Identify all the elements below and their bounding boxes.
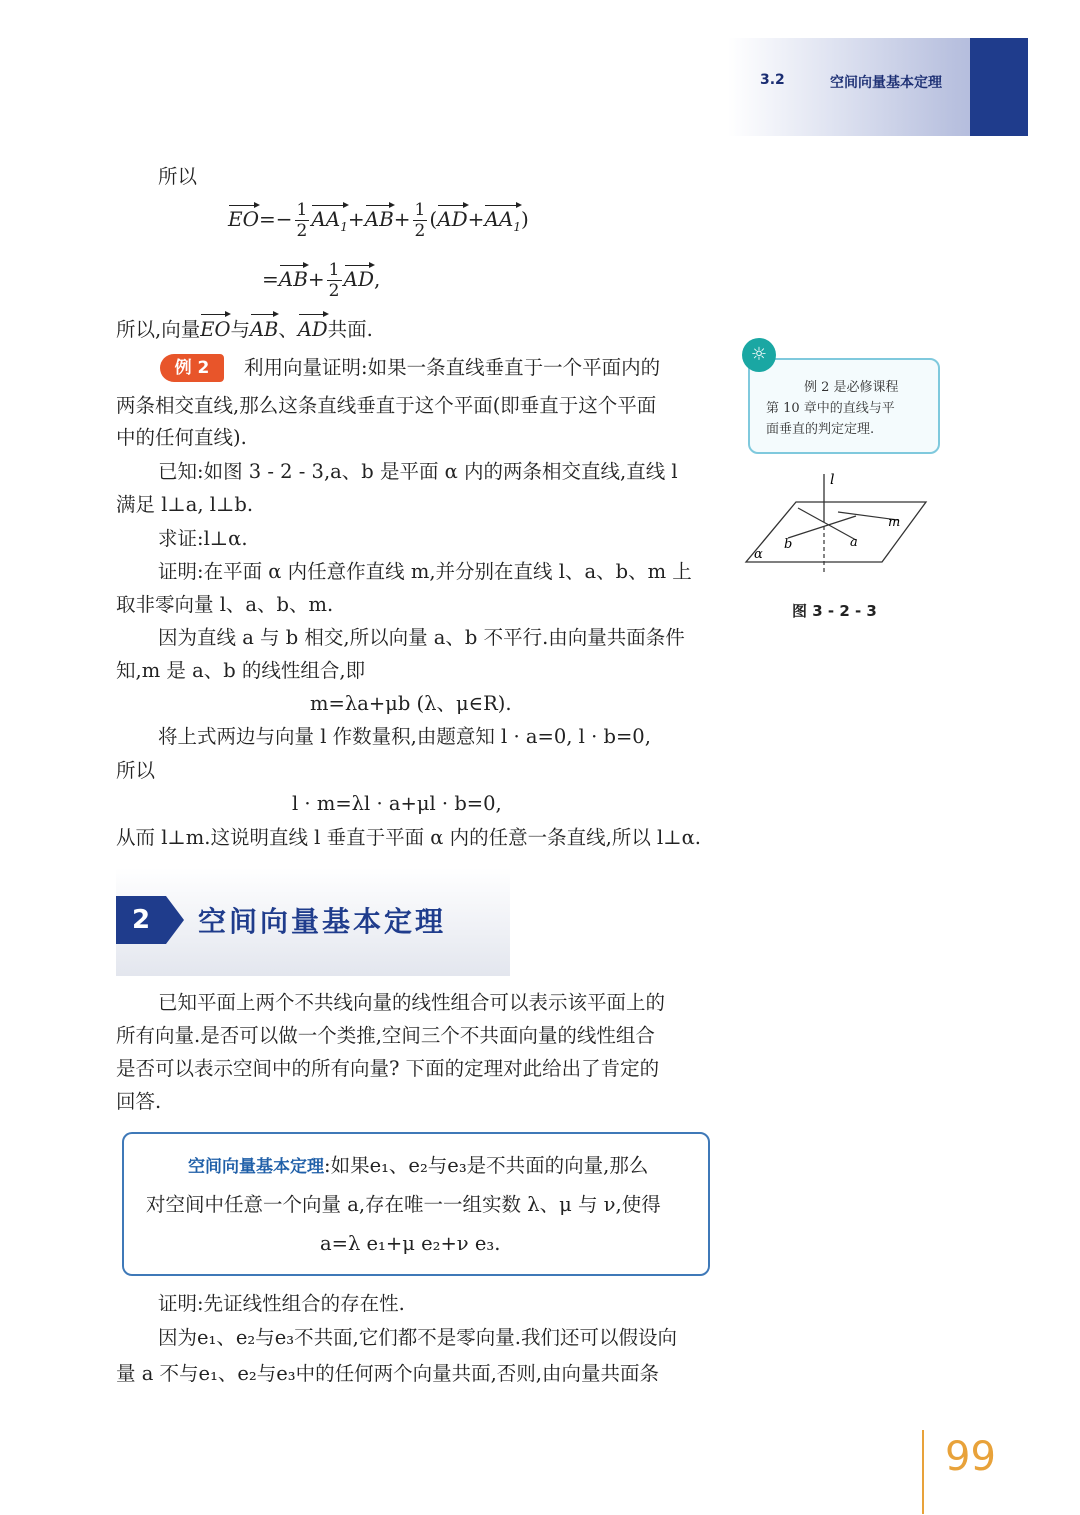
example-line-2: 两条相交直线,那么这条直线垂直于这个平面(即垂直于这个平面 bbox=[116, 394, 657, 417]
figure-caption: 图 3 - 2 - 3 bbox=[792, 602, 877, 620]
equation-eo: EO=− $\frac{1}{2}$ $AA_1+AB+$ $\frac{1}{2}$ $(AD+AA_1)$ bbox=[228, 200, 529, 241]
example-line-3: 中的任何直线). bbox=[116, 426, 247, 449]
label-l: l bbox=[830, 472, 835, 488]
note-line-3: 面垂直的判定定理. bbox=[766, 422, 875, 437]
equation-eo-simplified: =AB+ $\frac{1}{2}$ AD, bbox=[262, 260, 381, 301]
paragraph-line-3: 是否可以表示空间中的所有向量? 下面的定理对此给出了肯定的 bbox=[116, 1057, 660, 1080]
example-line-1: 利用向量证明:如果一条直线垂直于一个平面内的 bbox=[244, 356, 661, 379]
section-arrow-icon bbox=[166, 896, 184, 944]
theorem-term: 空间向量基本定理 bbox=[188, 1157, 324, 1177]
plane-alpha-shape bbox=[746, 502, 926, 562]
label-b: b bbox=[784, 537, 793, 552]
page-number: 99 bbox=[945, 1434, 996, 1480]
because-line-1: 因为直线 a 与 b 相交,所以向量 a、b 不平行.由向量共面条件 bbox=[158, 626, 685, 649]
proof-line-2: 取非零向量 l、a、b、m. bbox=[116, 593, 334, 616]
label-m: m bbox=[888, 515, 901, 530]
text-coplanar: 所以,向量EO与AB、AD共面. bbox=[116, 316, 373, 344]
because-line-2: 知,m 是 a、b 的线性组合,即 bbox=[116, 659, 366, 682]
proof2-line-1: 证明:先证线性组合的存在性. bbox=[158, 1292, 405, 1315]
proof2-line-3: 量 a 不与e₁、e₂与e₃中的任何两个向量共面,否则,由向量共面条 bbox=[116, 1362, 659, 1385]
paragraph-line-2: 所有向量.是否可以做一个类推,空间三个不共面向量的线性组合 bbox=[116, 1024, 655, 1047]
equation-dot: l · m=λl · a+μl · b=0, bbox=[292, 792, 502, 815]
section-number: 2 bbox=[116, 896, 166, 944]
given-line-1: 已知:如图 3 - 2 - 3,a、b 是平面 α 内的两条相交直线,直线 l bbox=[158, 460, 678, 483]
proof-line-1: 证明:在平面 α 内任意作直线 m,并分别在直线 l、a、b、m 上 bbox=[158, 560, 692, 583]
note-line-2: 第 10 章中的直线与平 bbox=[766, 401, 895, 416]
header-color-block bbox=[970, 38, 1028, 136]
page-number-rule bbox=[922, 1430, 924, 1514]
theorem-line-2: 对空间中任意一个向量 a,存在唯一一组实数 λ、μ 与 ν,使得 bbox=[146, 1193, 661, 1216]
dot-product-line: 将上式两边与向量 l 作数量积,由题意知 l · a=0, l · b=0, bbox=[158, 725, 651, 748]
label-alpha: α bbox=[754, 547, 763, 562]
given-line-2: 满足 l⊥a, l⊥b. bbox=[116, 493, 254, 516]
proof2-line-2: 因为e₁、e₂与e₃不共面,它们都不是零向量.我们还可以假设向 bbox=[158, 1326, 677, 1349]
paragraph-line-1: 已知平面上两个不共线向量的线性组合可以表示该平面上的 bbox=[158, 991, 666, 1014]
text-suoyi: 所以 bbox=[158, 165, 198, 188]
plane-figure bbox=[738, 468, 928, 578]
header-section-title: 空间向量基本定理 bbox=[830, 75, 942, 91]
header-section-number: 3.2 bbox=[760, 72, 785, 88]
label-a: a bbox=[850, 535, 858, 550]
prove-line: 求证:l⊥α. bbox=[158, 527, 248, 550]
section-title: 空间向量基本定理 bbox=[198, 905, 447, 938]
theorem-line-1: 空间向量基本定理:如果e₁、e₂与e₃是不共面的向量,那么 bbox=[188, 1154, 649, 1177]
conclusion-line: 从而 l⊥m.这说明直线 l 垂直于平面 α 内的任意一条直线,所以 l⊥α. bbox=[116, 826, 702, 849]
theorem-equation: a=λ e₁+μ e₂+ν e₃. bbox=[320, 1232, 501, 1255]
note-line-1: 例 2 是必修课程 bbox=[804, 380, 899, 395]
text-suoyi-2: 所以 bbox=[116, 759, 156, 782]
example-badge: 例 2 bbox=[160, 354, 224, 382]
paragraph-line-4: 回答. bbox=[116, 1090, 162, 1113]
equation-m: m=λa+μb (λ、μ∈R). bbox=[310, 692, 512, 715]
lightbulb-icon: ☼ bbox=[742, 338, 776, 372]
